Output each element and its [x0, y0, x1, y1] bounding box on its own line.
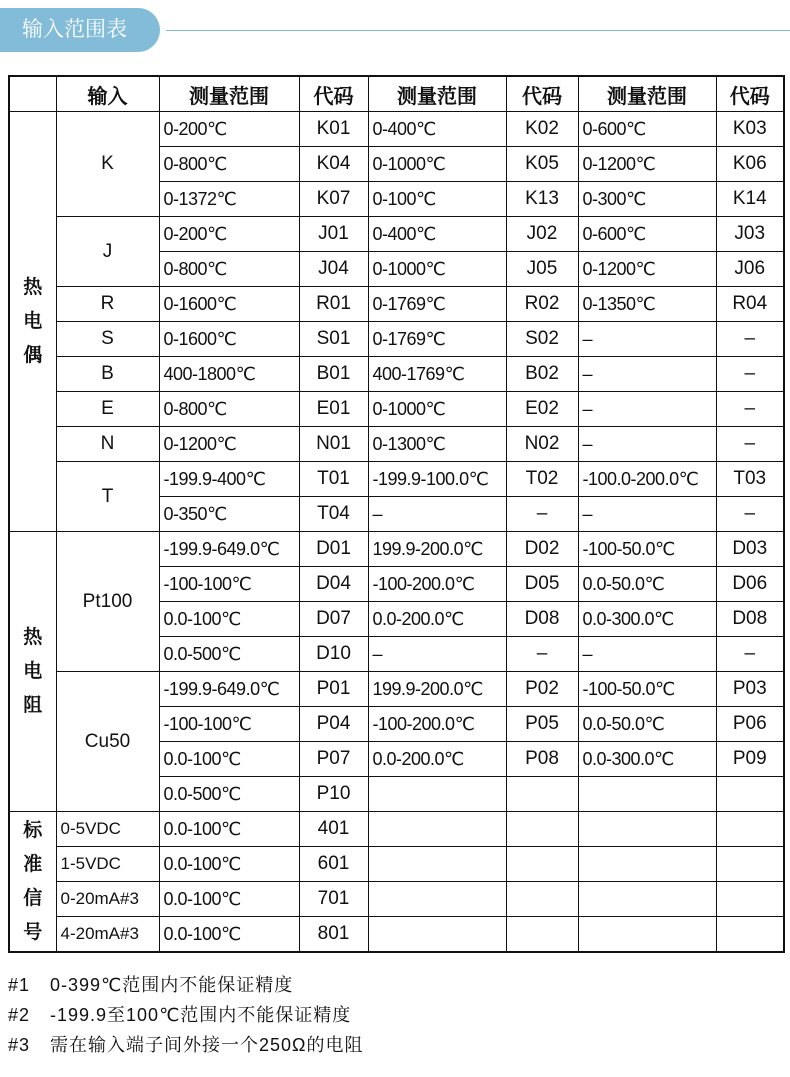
table-row [9, 462, 784, 497]
range-cell: 0.0-200.0℃ [368, 602, 506, 637]
code-cell: 601 [299, 847, 368, 882]
code-cell: T02 [506, 462, 578, 497]
code-cell [716, 882, 784, 917]
range-cell: 0-1300℃ [368, 427, 506, 462]
code-cell [506, 812, 578, 847]
range-cell: 0-1600℃ [159, 287, 299, 322]
code-cell: D06 [716, 567, 784, 602]
footnote-text: -199.9至100℃范围内不能保证精度 [50, 1005, 352, 1025]
code-cell: E02 [506, 392, 578, 427]
table-row [9, 217, 784, 252]
code-cell [506, 882, 578, 917]
code-cell: K05 [506, 147, 578, 182]
range-cell [578, 777, 716, 812]
header-range-2: 测量范围 [368, 76, 506, 112]
range-cell: -100-100℃ [159, 567, 299, 602]
code-cell: P01 [299, 672, 368, 707]
code-cell: T04 [299, 497, 368, 532]
code-cell: K02 [506, 112, 578, 147]
code-cell: P08 [506, 742, 578, 777]
code-cell: D01 [299, 532, 368, 567]
code-cell: K01 [299, 112, 368, 147]
range-cell: -199.9-100.0℃ [368, 462, 506, 497]
code-cell: T01 [299, 462, 368, 497]
footnote-mark: #2 [8, 1005, 31, 1025]
range-cell: 0-1000℃ [368, 252, 506, 287]
range-cell: 0-200℃ [159, 217, 299, 252]
footnote [8, 1030, 364, 1060]
range-cell: 0-200℃ [159, 112, 299, 147]
code-cell: N02 [506, 427, 578, 462]
code-cell: K14 [716, 182, 784, 217]
code-cell: K06 [716, 147, 784, 182]
input-type: 0-20mA#3 [56, 882, 159, 917]
code-cell: B01 [299, 357, 368, 392]
code-cell: – [716, 497, 784, 532]
range-cell: 0-1372℃ [159, 182, 299, 217]
range-cell: – [368, 637, 506, 672]
range-cell: -199.9-649.0℃ [159, 672, 299, 707]
range-cell: 0.0-50.0℃ [578, 707, 716, 742]
header-group [9, 76, 56, 112]
range-cell: 0.0-500℃ [159, 637, 299, 672]
range-cell: 0-800℃ [159, 147, 299, 182]
code-cell: J03 [716, 217, 784, 252]
range-cell: 0.0-50.0℃ [578, 567, 716, 602]
input-type: B [56, 357, 159, 392]
table-row [9, 427, 784, 462]
range-cell: 0-1769℃ [368, 287, 506, 322]
header-range-3: 测量范围 [578, 76, 716, 112]
table-row [9, 287, 784, 322]
code-cell [506, 917, 578, 953]
range-cell: 0-800℃ [159, 392, 299, 427]
code-cell: R02 [506, 287, 578, 322]
table-row [9, 392, 784, 427]
range-cell: 199.9-200.0℃ [368, 532, 506, 567]
range-cell: 0.0-100℃ [159, 882, 299, 917]
input-type: 0-5VDC [56, 812, 159, 847]
header-code-3: 代码 [716, 76, 784, 112]
input-type: 1-5VDC [56, 847, 159, 882]
range-cell [578, 847, 716, 882]
range-cell: -100-50.0℃ [578, 672, 716, 707]
range-cell: – [578, 427, 716, 462]
input-type: T [56, 462, 159, 532]
footnote-text: 0-399℃范围内不能保证精度 [50, 975, 294, 995]
code-cell [716, 847, 784, 882]
code-cell: T03 [716, 462, 784, 497]
range-cell [368, 882, 506, 917]
code-cell: R04 [716, 287, 784, 322]
code-cell: P04 [299, 707, 368, 742]
code-cell: D04 [299, 567, 368, 602]
range-cell: 400-1769℃ [368, 357, 506, 392]
code-cell: D05 [506, 567, 578, 602]
range-cell: – [578, 637, 716, 672]
range-cell: 0-1000℃ [368, 392, 506, 427]
code-cell: J02 [506, 217, 578, 252]
range-cell: -100-200.0℃ [368, 567, 506, 602]
code-cell: P03 [716, 672, 784, 707]
input-type: Pt100 [56, 532, 159, 672]
input-type: J [56, 217, 159, 287]
range-cell [368, 777, 506, 812]
table-row [9, 357, 784, 392]
table-row [9, 882, 784, 917]
code-cell: D08 [716, 602, 784, 637]
range-cell: 0-400℃ [368, 112, 506, 147]
table-row [9, 847, 784, 882]
range-cell: 0-600℃ [578, 112, 716, 147]
code-cell: S01 [299, 322, 368, 357]
input-type: E [56, 392, 159, 427]
range-cell: 0.0-300.0℃ [578, 742, 716, 777]
code-cell: – [716, 427, 784, 462]
code-cell [506, 847, 578, 882]
range-cell: 0-1200℃ [578, 147, 716, 182]
input-type: Cu50 [56, 672, 159, 812]
table-row [9, 532, 784, 567]
code-cell: K04 [299, 147, 368, 182]
range-cell: 0-1769℃ [368, 322, 506, 357]
table-row [9, 917, 784, 953]
input-type: K [56, 112, 159, 217]
range-cell: -100-50.0℃ [578, 532, 716, 567]
table-row [9, 112, 784, 147]
code-cell: – [716, 357, 784, 392]
code-cell: 401 [299, 812, 368, 847]
range-cell: 0-1200℃ [578, 252, 716, 287]
range-cell: – [368, 497, 506, 532]
code-cell: – [506, 637, 578, 672]
range-cell: 0-350℃ [159, 497, 299, 532]
group-label: 热电偶 [9, 112, 56, 532]
code-cell: – [716, 392, 784, 427]
table-row [9, 322, 784, 357]
input-type: N [56, 427, 159, 462]
range-cell: 0.0-300.0℃ [578, 602, 716, 637]
range-cell: 0.0-100℃ [159, 812, 299, 847]
code-cell: D02 [506, 532, 578, 567]
group-label: 标准信号 [9, 812, 56, 953]
range-cell: 0-1600℃ [159, 322, 299, 357]
code-cell: – [716, 637, 784, 672]
code-cell: J01 [299, 217, 368, 252]
code-cell: J05 [506, 252, 578, 287]
table-row [9, 672, 784, 707]
code-cell: S02 [506, 322, 578, 357]
range-cell: – [578, 322, 716, 357]
range-cell: -100-200.0℃ [368, 707, 506, 742]
range-cell: – [578, 497, 716, 532]
range-cell: – [578, 357, 716, 392]
code-cell: P07 [299, 742, 368, 777]
input-type: R [56, 287, 159, 322]
footnote-mark: #1 [8, 975, 31, 995]
code-cell: P10 [299, 777, 368, 812]
range-cell [368, 812, 506, 847]
range-cell: 0-1200℃ [159, 427, 299, 462]
code-cell: – [506, 497, 578, 532]
code-cell [506, 777, 578, 812]
code-cell: P02 [506, 672, 578, 707]
range-cell: -199.9-649.0℃ [159, 532, 299, 567]
footnote-mark: #3 [8, 1035, 31, 1055]
header-range-1: 测量范围 [159, 76, 299, 112]
group-label: 热电阻 [9, 532, 56, 812]
range-cell: 0-100℃ [368, 182, 506, 217]
footnote [8, 1000, 364, 1030]
code-cell: D03 [716, 532, 784, 567]
code-cell: K13 [506, 182, 578, 217]
input-type: 4-20mA#3 [56, 917, 159, 953]
code-cell: 701 [299, 882, 368, 917]
range-cell [578, 812, 716, 847]
code-cell [716, 812, 784, 847]
range-cell: 0-600℃ [578, 217, 716, 252]
range-cell: 400-1800℃ [159, 357, 299, 392]
section-title: 输入范围表 [22, 18, 127, 41]
header-code-2: 代码 [506, 76, 578, 112]
code-cell [716, 777, 784, 812]
code-cell: P05 [506, 707, 578, 742]
code-cell: E01 [299, 392, 368, 427]
header-row [9, 76, 784, 112]
input-range-table [8, 75, 785, 953]
range-cell: 0-800℃ [159, 252, 299, 287]
range-cell: 0.0-200.0℃ [368, 742, 506, 777]
header-input: 输入 [56, 76, 159, 112]
code-cell: J04 [299, 252, 368, 287]
footnote-text: 需在输入端子间外接一个250Ω的电阻 [50, 1035, 364, 1055]
code-cell: K07 [299, 182, 368, 217]
range-cell [578, 917, 716, 953]
code-cell: D10 [299, 637, 368, 672]
header-code-1: 代码 [299, 76, 368, 112]
footnote [8, 970, 364, 1000]
range-cell [578, 882, 716, 917]
range-cell: 0.0-100℃ [159, 917, 299, 953]
code-cell: J06 [716, 252, 784, 287]
range-cell: 0-1000℃ [368, 147, 506, 182]
range-cell: 0.0-100℃ [159, 742, 299, 777]
code-cell: P09 [716, 742, 784, 777]
range-cell [368, 917, 506, 953]
footnotes [8, 970, 364, 1060]
range-cell: – [578, 392, 716, 427]
section-title-tab [0, 8, 160, 52]
input-type: S [56, 322, 159, 357]
range-cell: -100.0-200.0℃ [578, 462, 716, 497]
range-cell: 199.9-200.0℃ [368, 672, 506, 707]
range-cell [368, 847, 506, 882]
code-cell: D07 [299, 602, 368, 637]
code-cell: R01 [299, 287, 368, 322]
code-cell: B02 [506, 357, 578, 392]
code-cell [716, 917, 784, 953]
range-cell: 0-300℃ [578, 182, 716, 217]
code-cell: K03 [716, 112, 784, 147]
code-cell: N01 [299, 427, 368, 462]
code-cell: P06 [716, 707, 784, 742]
code-cell: D08 [506, 602, 578, 637]
code-cell: – [716, 322, 784, 357]
range-cell: -100-100℃ [159, 707, 299, 742]
range-cell: 0-400℃ [368, 217, 506, 252]
code-cell: 801 [299, 917, 368, 953]
range-cell: 0-1350℃ [578, 287, 716, 322]
range-cell: 0.0-100℃ [159, 847, 299, 882]
range-cell: 0.0-500℃ [159, 777, 299, 812]
range-cell: 0.0-100℃ [159, 602, 299, 637]
range-cell: -199.9-400℃ [159, 462, 299, 497]
table-row [9, 812, 784, 847]
title-divider [166, 30, 790, 31]
